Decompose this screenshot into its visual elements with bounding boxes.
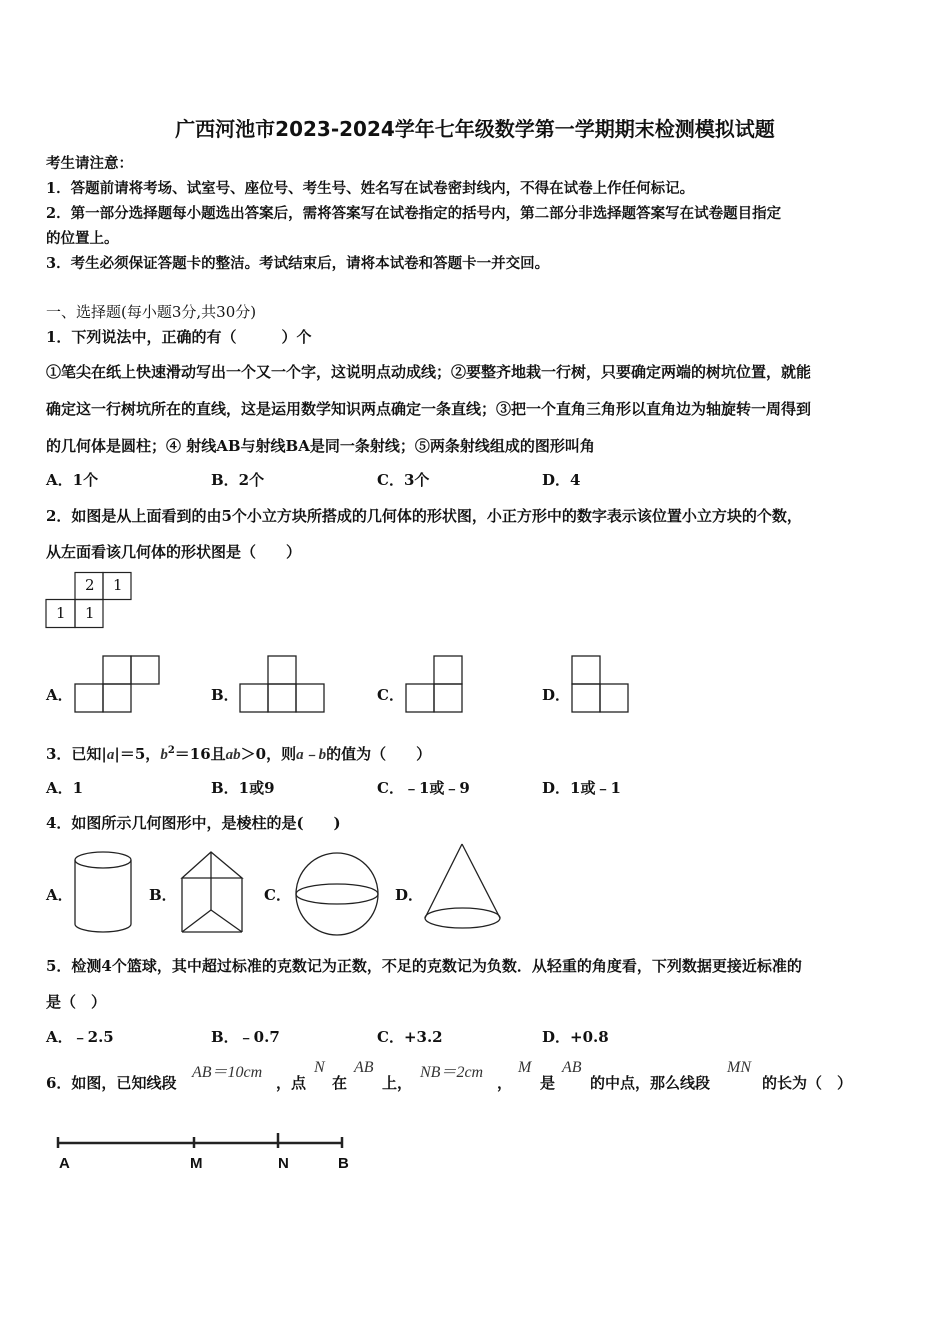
q3-text: |＝5， [114, 745, 161, 763]
question-2-option-a-label: A． [46, 686, 73, 704]
q3-exponent: 2 [167, 745, 175, 756]
question-2-option-b-figure [238, 655, 328, 715]
question-6-text: 6．如图，已知线段 [46, 1074, 177, 1092]
question-2-option-c-figure [404, 655, 474, 715]
question-4-stem: 4．如图所示几何图形中，是棱柱的是( ) [46, 814, 341, 832]
question-2-option-d-figure [570, 655, 640, 715]
q3-text: ＝16且 [174, 745, 226, 763]
question-1-option-d: D．4 [542, 471, 581, 489]
question-2-stem: 2．如图是从上面看到的由5个小立方块所搭成的几何体的形状图，小正方形中的数字表示该位置小立方块的个数， [46, 507, 802, 525]
question-6-text: 是 [540, 1074, 556, 1092]
top-view-grid [45, 572, 133, 629]
question-4-option-d-label: D． [395, 886, 424, 904]
question-1-body: ①笔尖在纸上快速滑动写出一个又一个字，这说明点动成线；②要整齐地栽一行树，只要确定两端的树坑位置，就能 [46, 363, 812, 381]
question-1-option-a: A．1个 [46, 471, 99, 489]
q3-text: ＞0，则 [240, 745, 297, 763]
grid-cell-count: 1 [56, 604, 66, 622]
question-6-text: 的长为（ ） [762, 1074, 853, 1092]
question-1-stem: 1．下列说法中，正确的有（ ）个 [46, 328, 312, 346]
notice-heading: 考生请注意： [46, 155, 133, 172]
question-2-option-b-label: B． [211, 686, 239, 704]
q6-math: AB [562, 1059, 582, 1076]
q6-math: N [314, 1059, 325, 1076]
cone-figure [422, 842, 504, 934]
question-2-option-d-label: D． [542, 686, 571, 704]
q3-var-a: a [106, 747, 115, 763]
question-4-option-c-label: C． [264, 886, 291, 904]
question-5-stem: 5．检测4个篮球，其中超过标准的克数记为正数，不足的克数记为负数．从轻重的角度看，下列数据更接近标准的 [46, 957, 802, 975]
q6-math: AB [354, 1059, 374, 1076]
point-a-label: A [59, 1155, 70, 1172]
segment-figure [50, 1128, 350, 1158]
question-6-text: 的中点，那么线段 [590, 1074, 711, 1092]
q6-math: NB＝2cm [420, 1064, 484, 1081]
question-6-text: ， [497, 1074, 513, 1092]
question-5-option-a: A．﹣2.5 [46, 1028, 114, 1046]
section-heading: 一、选择题(每小题3分,共30分) [46, 303, 257, 321]
page-title: 广西河池市2023-2024学年七年级数学第一学期期末检测模拟试题 [175, 117, 775, 141]
question-5-option-b: B．﹣0.7 [211, 1028, 280, 1046]
grid-cell-count: 1 [85, 604, 95, 622]
question-4-option-b-label: B． [149, 886, 177, 904]
grid-cell-count: 1 [113, 576, 123, 594]
question-3-option-a: A．1 [46, 779, 84, 797]
question-1-body: 的几何体是圆柱；④ 射线AB与射线BA是同一条射线；⑤两条射线组成的图形叫角 [46, 437, 595, 455]
question-6-text: ，点 [276, 1074, 307, 1092]
question-1-option-b: B．2个 [211, 471, 265, 489]
question-1-body: 确定这一行树坑所在的直线，这是运用数学知识两点确定一条直线；③把一个直角三角形以直角边为轴旋转一周得到 [46, 400, 812, 418]
cylinder-figure [72, 850, 134, 936]
question-5-option-c: C．+3.2 [377, 1028, 443, 1046]
question-2-option-c-label: C． [377, 686, 404, 704]
question-5-stem: 是（ ） [46, 993, 107, 1011]
point-n-label: N [278, 1155, 289, 1172]
question-3-option-b: B．1或9 [211, 779, 275, 797]
notice-item: 的位置上。 [46, 230, 119, 247]
q3-var-ab: ab [225, 747, 241, 763]
q3-text: 3．已知| [46, 745, 107, 763]
question-6-text: 在 [332, 1074, 348, 1092]
question-3-option-d: D．1或﹣1 [542, 779, 621, 797]
grid-cell-count: 2 [85, 576, 95, 594]
question-3-option-c: C．﹣1或﹣9 [377, 779, 470, 797]
notice-item: 1．答题前请将考场、试室号、座位号、考生号、姓名写在试卷密封线内，不得在试卷上作任何标记。 [46, 180, 695, 197]
question-5-option-d: D．+0.8 [542, 1028, 609, 1046]
point-m-label: M [190, 1155, 203, 1172]
q6-math: M [518, 1059, 532, 1076]
question-1-option-c: C．3个 [377, 471, 430, 489]
q6-math: MN [727, 1059, 751, 1076]
question-2-stem: 从左面看该几何体的形状图是（ ） [46, 543, 302, 561]
question-6-text: 上， [382, 1074, 413, 1092]
q6-math: AB＝10cm [192, 1064, 263, 1081]
question-2-option-a-figure [73, 655, 163, 715]
point-b-label: B [338, 1155, 349, 1172]
q3-text: 的值为（ ） [326, 745, 432, 763]
question-3-stem [46, 743, 431, 764]
q3-expr: a﹣b [296, 747, 327, 763]
notice-item: 3．考生必须保证答题卡的整洁。考试结束后，请将本试卷和答题卡一并交回。 [46, 255, 550, 272]
sphere-figure [293, 856, 383, 936]
notice-item: 2．第一部分选择题每小题选出答案后，需将答案写在试卷指定的括号内，第二部分非选择题答案写在试卷题目指定 [46, 205, 782, 222]
question-4-option-a-label: A． [46, 886, 73, 904]
triangular-prism-figure [178, 850, 248, 936]
q3-var-b: b [160, 747, 168, 763]
